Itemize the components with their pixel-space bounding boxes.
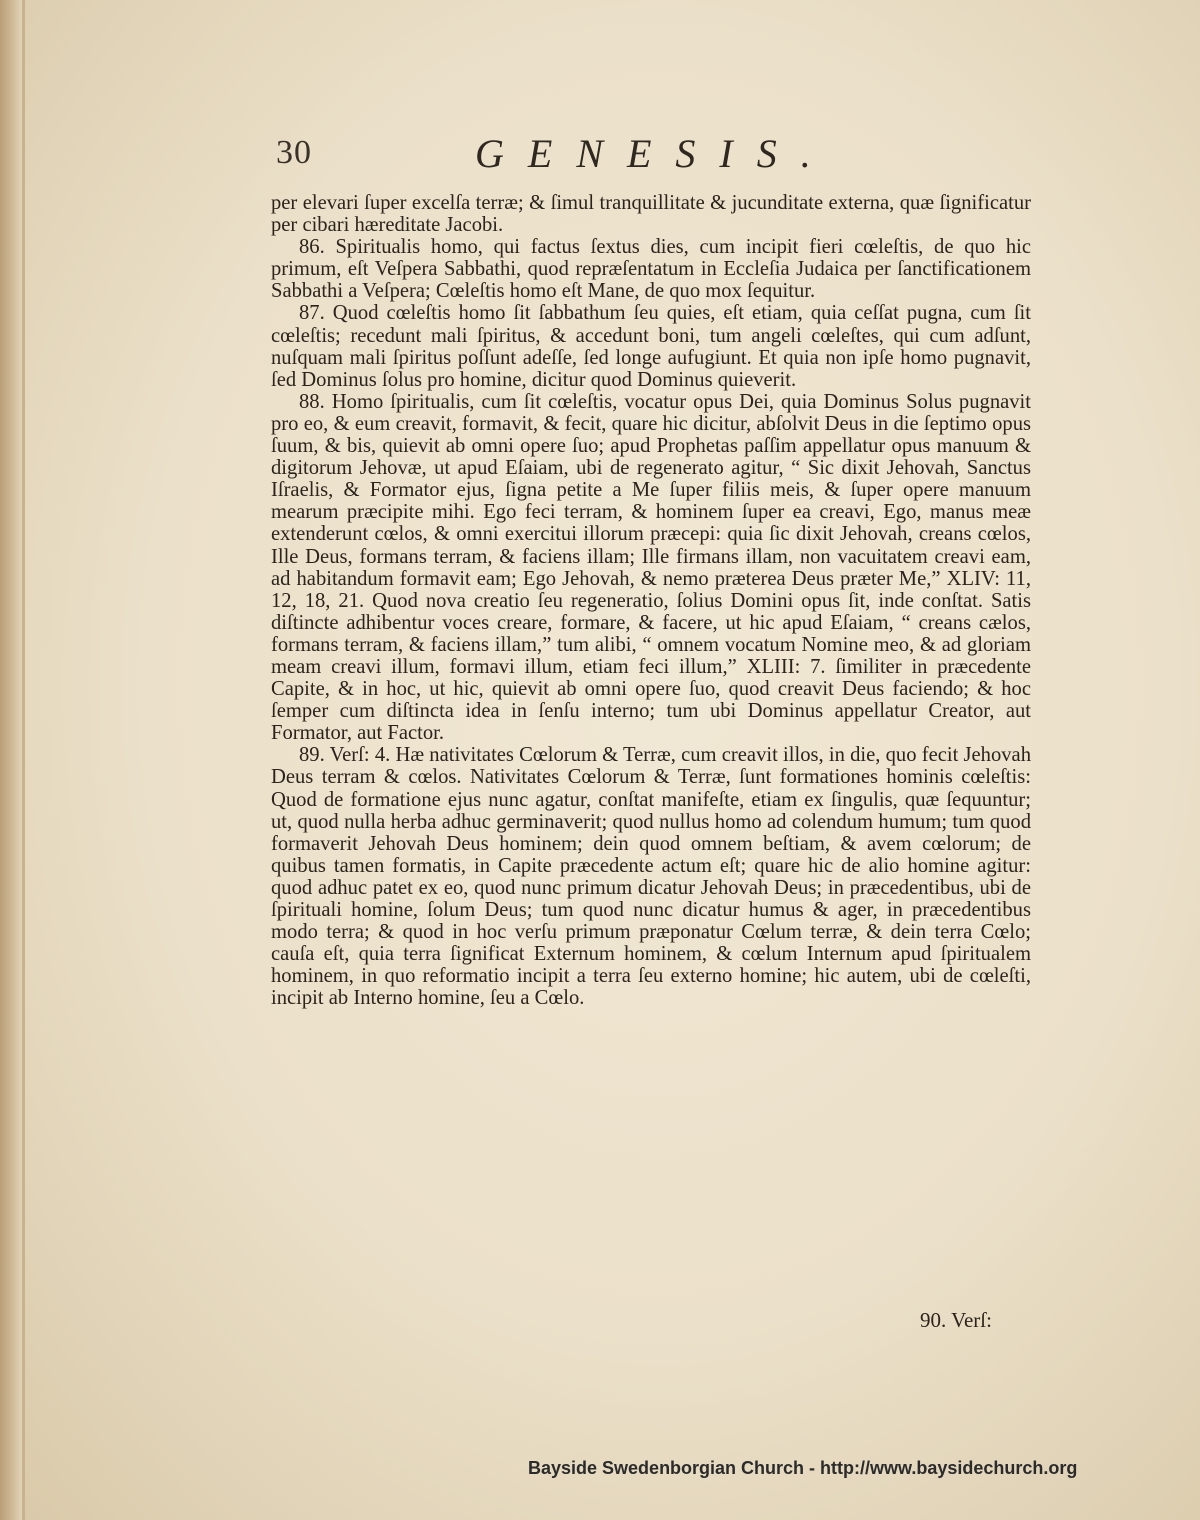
page-number: 30 xyxy=(276,134,312,171)
paragraph-88: 88. Homo ſpiritualis, cum ſit cœleſtis, vocatur opus Dei, quia Dominus Solus pugnavit pro eo, & eum creavit, formavit, & fecit, quare hic dicitur, abſolvit Deus in die ſeptimo opus ſuum, & bis, quievit ab omni opere ſuo; apud Prophetas paſſim appellatur opus manuum & digitorum Jehovæ, ut apud Eſaiam, ubi de regenerato agitur, “ Sic dixit Jehovah, Sanctus Iſraelis, & Formator ejus, ſigna petite a Me ſuper filiis meis, & ſuper opere manuum mearum præcipite mihi. Ego feci terram, & hominem ſuper ea creavi, Ego, manus meæ extenderunt cœlos, & omni exercitui illorum præcepi: quia ſic dixit Jehovah, creans cœlos, Ille Deus, formans terram, & faciens illam; Ille firmans illam, non vacuitatem creavi eam, ad habitandum formavit eam; Ego Jehovah, & nemo præterea Deus præter Me,” XLIV: 11, 12, 18, 21. Quod nova creatio ſeu regeneratio, ſolius Domini opus ſit, inde conſtat. Satis diſtincte adhibentur voces creare, formare, & facere, ut hic apud Eſaiam, “ creans cælos, formans terram, & faciens illam,” tum alibi, “ omnem vocatum Nomine meo, & ad gloriam meam creavi illum, formavi illum, etiam feci illum,” XLIII: 7. ſimiliter in præcedente Capite, & in hoc, ut hic, quievit ab omni opere ſuo, quod creavit Deus faciendo; & hoc ſemper cum diſtincta idea in ſenſu interno; tum ubi Dominus appellatur Creator, aut Formator, aut Factor. xyxy=(271,390,1031,745)
paragraph-87: 87. Quod cœleſtis homo ſit ſabbathum ſeu quies, eſt etiam, quia ceſſat pugna, cum ſit cœleſtis; recedunt mali ſpiritus, & accedunt boni, tum angeli cœleſtes, qui cum adſunt, nuſquam mali ſpiritus poſſunt adeſſe, ſed longe aufugiunt. Et quia non ipſe homo pugnavit, ſed Dominus ſolus pro homine, dicitur quod Dominus quieverit. xyxy=(271,302,1031,391)
gutter-edge xyxy=(22,0,25,1520)
paragraph-89: 89. Verſ: 4. Hæ nativitates Cœlorum & Terræ, cum creavit illos, in die, quo fecit Jehovah Deus terram & cœlos. Nativitates Cœlorum & Terræ, ſunt formationes hominis cœleſtis: Quod de formatione ejus nunc agatur, conſtat manifeſte, etiam ex ſingulis, quæ ſequuntur; ut, quod nulla herba adhuc germinaverit; quod nullus homo ad colendum humum; tum quod formaverit Jehovah Deus hominem; dein quod omnem beſtiam, & avem cœlorum; de quibus tamen formatis, in Capite præcedente actum eſt; quare hic de alio homine agitur: quod adhuc patet ex eo, quod nunc primum dicatur Jehovah Deus; in præcedentibus, ubi de ſpirituali homine, ſolum Deus; tum quod nunc dicatur humus & ager, in præcedentibus modo terra; & quod in hoc verſu primum præponatur Cœlum terræ, & dein terra Cœlo; cauſa eſt, quia terra ſignificat Externum hominem, & cœlum Internum apud ſpiritualem hominem, in quo reformatio incipit a terra ſeu externo homine; hic autem, ubi de cœleſti, incipit ab Interno homine, ſeu a Cœlo. xyxy=(271,744,1031,1010)
running-title: GENESIS. xyxy=(475,131,835,176)
watermark-credit: Bayside Swedenborgian Church - http://www.baysidechurch.org xyxy=(528,1458,1078,1478)
catchword: 90. Verſ: xyxy=(920,1308,992,1332)
paragraph-continuation: per elevari ſuper excelſa terræ; & ſimul tranquillitate & jucunditate externa, quæ ſignificatur per cibari hæreditate Jacobi. xyxy=(271,192,1031,237)
paragraph-86: 86. Spiritualis homo, qui factus ſextus dies, cum incipit fieri cœleſtis, de quo hic primum, eſt Veſpera Sabbathi, quod repræſentatum in Eccleſia Judaica per ſanctificationem Sabbathi a Veſpera; Cœleſtis homo eſt Mane, de quo mox ſequitur. xyxy=(271,236,1031,303)
body-text xyxy=(271,192,1031,1009)
page-header xyxy=(270,130,1030,180)
book-gutter xyxy=(0,0,22,1520)
